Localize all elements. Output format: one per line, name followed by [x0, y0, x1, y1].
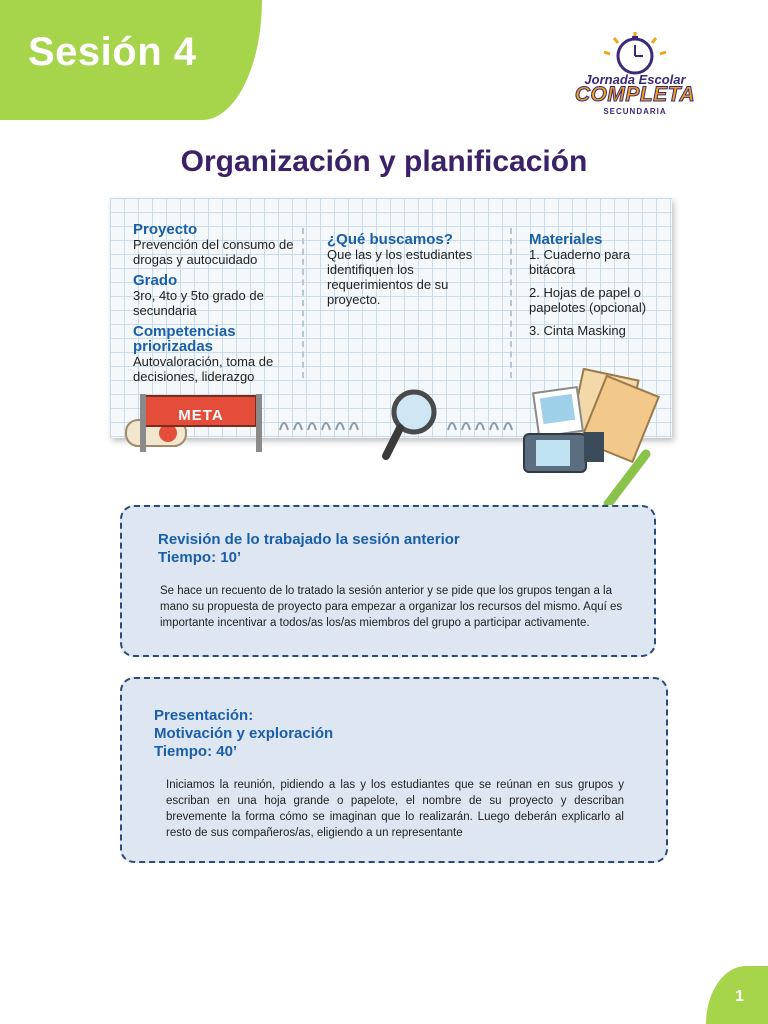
review-text: Se hace un recuento de lo tratado la sesión anterior y se pide que los grupos tengan a la mano su propuesta de proyecto para empezar a organizar los recursos del mismo. Aquí es importante incentivar a todos/as los/as miembros del grupo a participar activamente.	[160, 585, 623, 629]
review-box	[120, 505, 656, 657]
buscamos-text: Que las y los estudiantes identifiquen los requerimientos de su proyecto.	[327, 247, 473, 307]
logo-line1: Jornada Escolar	[584, 72, 686, 87]
meta-label: META	[178, 407, 224, 424]
page-title: Organización y planificación	[180, 145, 588, 178]
presentation-box	[120, 677, 668, 863]
magnifying-glass-icon	[378, 388, 440, 466]
buscamos-heading: ¿Qué buscamos?	[327, 231, 453, 248]
presentation-subheading: Motivación y exploración	[154, 725, 334, 742]
logo-line3: SECUNDARIA	[603, 107, 667, 116]
proyecto-heading: Proyecto	[133, 221, 198, 238]
materiales-item: 2. Hojas de papel o papelotes (opcional)	[529, 285, 647, 315]
competencias-text: Autovaloración, toma de decisiones, liderazgo	[133, 354, 274, 384]
column-divider	[302, 228, 306, 378]
proyecto-text: Prevención del consumo de drogas y autocuidado	[133, 237, 294, 267]
materiales-heading: Materiales	[529, 231, 603, 248]
presentation-time: Tiempo: 40’	[154, 743, 238, 760]
presentation-heading: Presentación:	[154, 707, 254, 724]
session-title: Sesión 4	[28, 30, 197, 74]
review-heading: Revisión de lo trabajado la sesión anterior	[158, 531, 460, 548]
materiales-item: 1. Cuaderno para bitácora	[529, 247, 631, 277]
competencias-heading: Competencias priorizadas	[133, 323, 236, 355]
grado-text: 3ro, 4to y 5to grado de secundaria	[133, 288, 264, 318]
jornada-escolar-logo	[570, 30, 700, 116]
page-number: 1	[735, 988, 744, 1005]
grado-heading: Grado	[133, 272, 178, 289]
logo-line2: COMPLETA	[574, 83, 696, 106]
review-time: Tiempo: 10’	[158, 549, 242, 566]
column-divider	[510, 228, 514, 378]
column-materiales	[529, 232, 647, 338]
presentation-text: Iniciamos la reunión, pidiendo a las y los estudiantes que se reúnan en sus grupos y escriban en una hoja grande o papelote, el nombre de su proyecto y describan brevemente la forma cómo se imaginan que lo realizarán. Luego deberán explicarlo al resto de sus compañeros/as, eligiendo a un representante	[166, 779, 624, 839]
camera-documents-icon	[516, 368, 672, 508]
column-buscamos	[327, 232, 497, 307]
column-proyecto	[133, 222, 298, 384]
materiales-item: 3. Cinta Masking	[529, 323, 626, 338]
